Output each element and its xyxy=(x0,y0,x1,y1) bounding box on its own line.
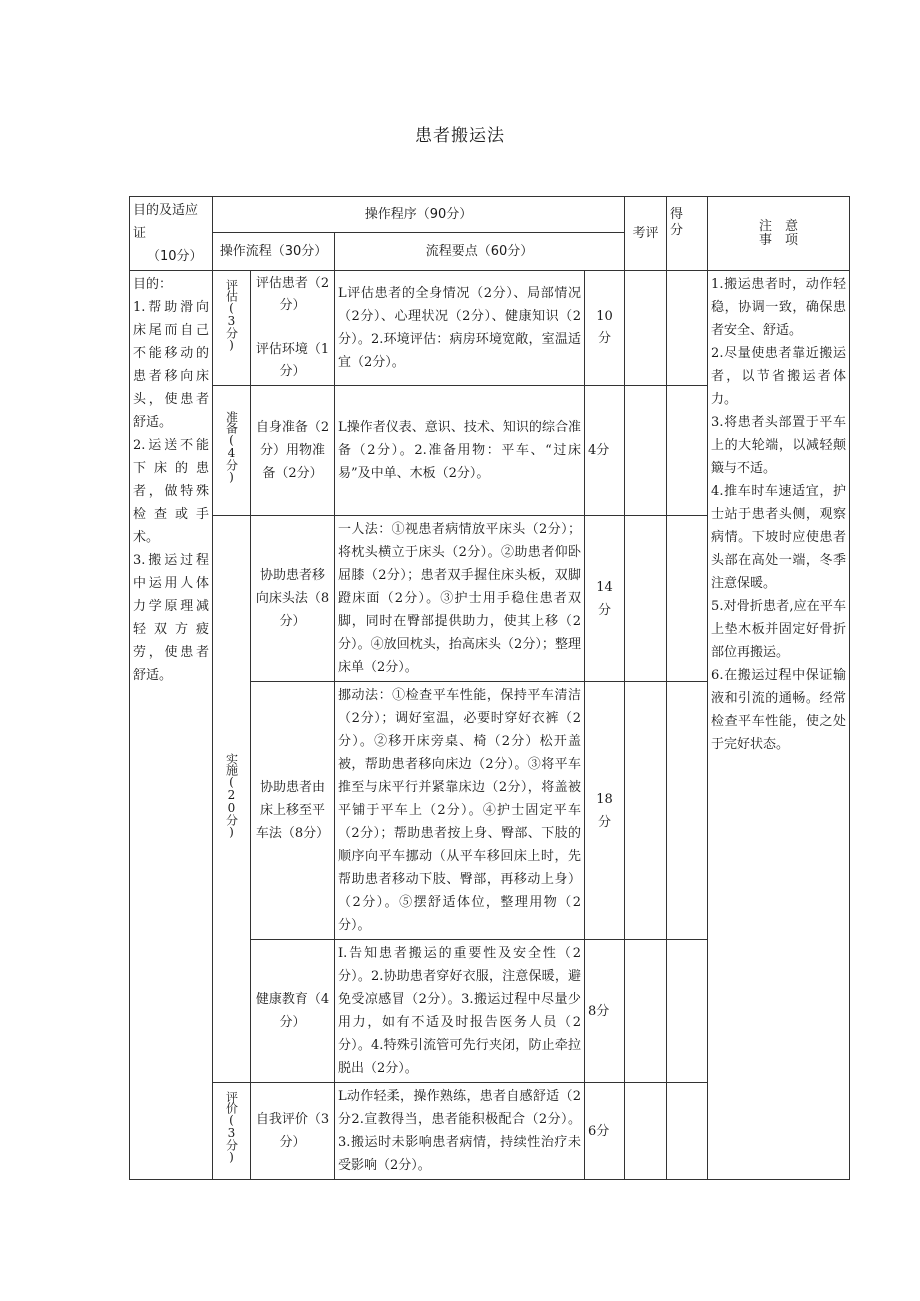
purpose-header-line1: 目的及适应证 xyxy=(133,203,199,241)
keypoints-header: 流程要点（60分） xyxy=(335,232,625,270)
key-move-stretcher: 挪动法：①检查平车性能，保持平车清洁（2分）；调好室温，必要时穿好衣裤（2分）。②移开床旁桌、椅（2分）松开盖被，帮助患者移向床边（2分）。③将平车推至与床平行并紧靠床边（2分），将盖被平铺于平车上（2分）。④护士固定平车（2分）；帮助患者按上身、臀部、下肢的顺序向平车挪动（从平车移回床上时，先帮助患者移动下肢、臀部，再移动上身）（2分）。⑤摆舒适体位，整理用物（2分）。 xyxy=(335,682,585,940)
notes-header-line2: 事 项 xyxy=(759,232,799,248)
score-assess: 10 分 xyxy=(585,271,625,386)
kaoping-cell-3 xyxy=(625,516,667,682)
phase-evaluate xyxy=(213,1083,251,1180)
defen-cell-3 xyxy=(667,516,708,682)
score-header-char2: 分 xyxy=(670,223,684,238)
kaoping-cell-1 xyxy=(625,271,667,386)
flow-header: 操作流程（30分） xyxy=(213,232,335,270)
kaoping-cell-2 xyxy=(625,386,667,516)
kaoping-cell-5 xyxy=(625,940,667,1083)
score-self-evaluate: 6分 xyxy=(585,1083,625,1180)
phase-assess-label: 评估(3分) xyxy=(224,279,239,351)
defen-cell-2 xyxy=(667,386,708,516)
score-health-education: 8分 xyxy=(585,940,625,1083)
purpose-header xyxy=(130,197,213,271)
score-header xyxy=(667,197,708,271)
key-self-evaluate: L动作轻柔，操作熟练，患者自感舒适（2分2.宣教得当，患者能积极配合（2分）。3.搬运时未影响患者病情，持续性治疗未受影响（2分）。 xyxy=(335,1083,585,1180)
scoring-table xyxy=(129,196,850,1180)
notes-header-line1: 注 意 xyxy=(759,218,799,234)
purpose-cell xyxy=(130,271,213,1180)
process-move-stretcher: 协助患者由床上移至平车法（8分） xyxy=(251,682,335,940)
purpose-header-line2: （10分） xyxy=(147,249,203,264)
purpose-text: 目的： 1.帮助滑向床尾而自己不能移动的患者移向床头，使患者舒适。 2.运送不能下床的患者，做特殊检查或手术。 3.搬运过程中运用人体力学原理减轻双方疲劳，使患者舒适。 xyxy=(133,277,209,683)
defen-cell-5 xyxy=(667,940,708,1083)
defen-cell-1 xyxy=(667,271,708,386)
key-move-bedhead: 一人法：①视患者病情放平床头（2分）；将枕头横立于床头（2分）。②助患者仰卧屈膝（2分）；患者双手握住床头板，双脚蹬床面（2分）。③护士用手稳住患者双脚，同时在臀部提供助力，使其上移（2分）。④放回枕头，抬高床头（2分）；整理床单（2分）。 xyxy=(335,516,585,682)
defen-cell-4 xyxy=(667,682,708,940)
score-header-char1: 得 xyxy=(670,207,684,222)
kaoping-cell-4 xyxy=(625,682,667,940)
phase-prepare-label: 准备(4分) xyxy=(224,410,239,483)
phase-prepare xyxy=(213,386,251,516)
key-prepare: L操作者仪表、意识、技术、知识的综合准备（2分）。2.准备用物：平车、“过床易”及中单、木板（2分）。 xyxy=(335,386,585,516)
kaoping-header: 考评 xyxy=(625,197,667,271)
phase-implement xyxy=(213,516,251,1083)
score-move-bedhead: 14 分 xyxy=(585,516,625,682)
process-prepare: 自身准备（2分）用物准备（2分） xyxy=(251,386,335,516)
phase-evaluate-label: 评价(3分) xyxy=(224,1091,239,1163)
process-move-bedhead: 协助患者移向床头法（8分） xyxy=(251,516,335,682)
process-health-education: 健康教育（4分） xyxy=(251,940,335,1083)
notes-text: 1.搬运患者时，动作轻稳，协调一致，确保患者安全、舒适。 2.尽量使患者靠近搬运者，以节省搬运者体力。 3.将患者头部置于平车上的大轮端，以减轻颠簸与不适。 4.推车时车速适宜，护士站于患者头侧，观察病情。下坡时应使患者头部在高处一端，冬季注意保暖。 5.对骨折患者,应在平车上垫木板并固定好骨折部位再搬运。 6.在搬运过程中保证输液和引流的通畅。经常检查平车性能，使之处于完好状态。 xyxy=(711,277,847,752)
page-title: 患者搬运法 xyxy=(415,126,505,146)
notes-header xyxy=(708,197,850,271)
procedure-header: 操作程序（90分） xyxy=(213,197,625,233)
defen-cell-6 xyxy=(667,1083,708,1180)
kaoping-cell-6 xyxy=(625,1083,667,1180)
phase-assess xyxy=(213,271,251,386)
score-move-stretcher: 18 分 xyxy=(585,682,625,940)
phase-implement-label: 实施(20分) xyxy=(224,752,239,838)
process-self-evaluate: 自我评价（3分） xyxy=(251,1083,335,1180)
key-assess: L评估患者的全身情况（2分）、局部情况（2分）、心理状况（2分）、健康知识（2分）。2.环境评估：病房环境宽敞，室温适宜（2分）。 xyxy=(335,271,585,386)
notes-cell xyxy=(708,271,850,1180)
score-prepare: 4分 xyxy=(585,386,625,516)
process-assess: 评估患者（2分） 评估环境（1分） xyxy=(251,271,335,386)
key-health-education: I.告知患者搬运的重要性及安全性（2分）。2.协助患者穿好衣服，注意保暖，避免受凉感冒（2分）。3.搬运过程中尽量少用力，如有不适及时报告医务人员（2分）。4.特殊引流管可先行夹闭，防止牵拉脱出（2分）。 xyxy=(335,940,585,1083)
